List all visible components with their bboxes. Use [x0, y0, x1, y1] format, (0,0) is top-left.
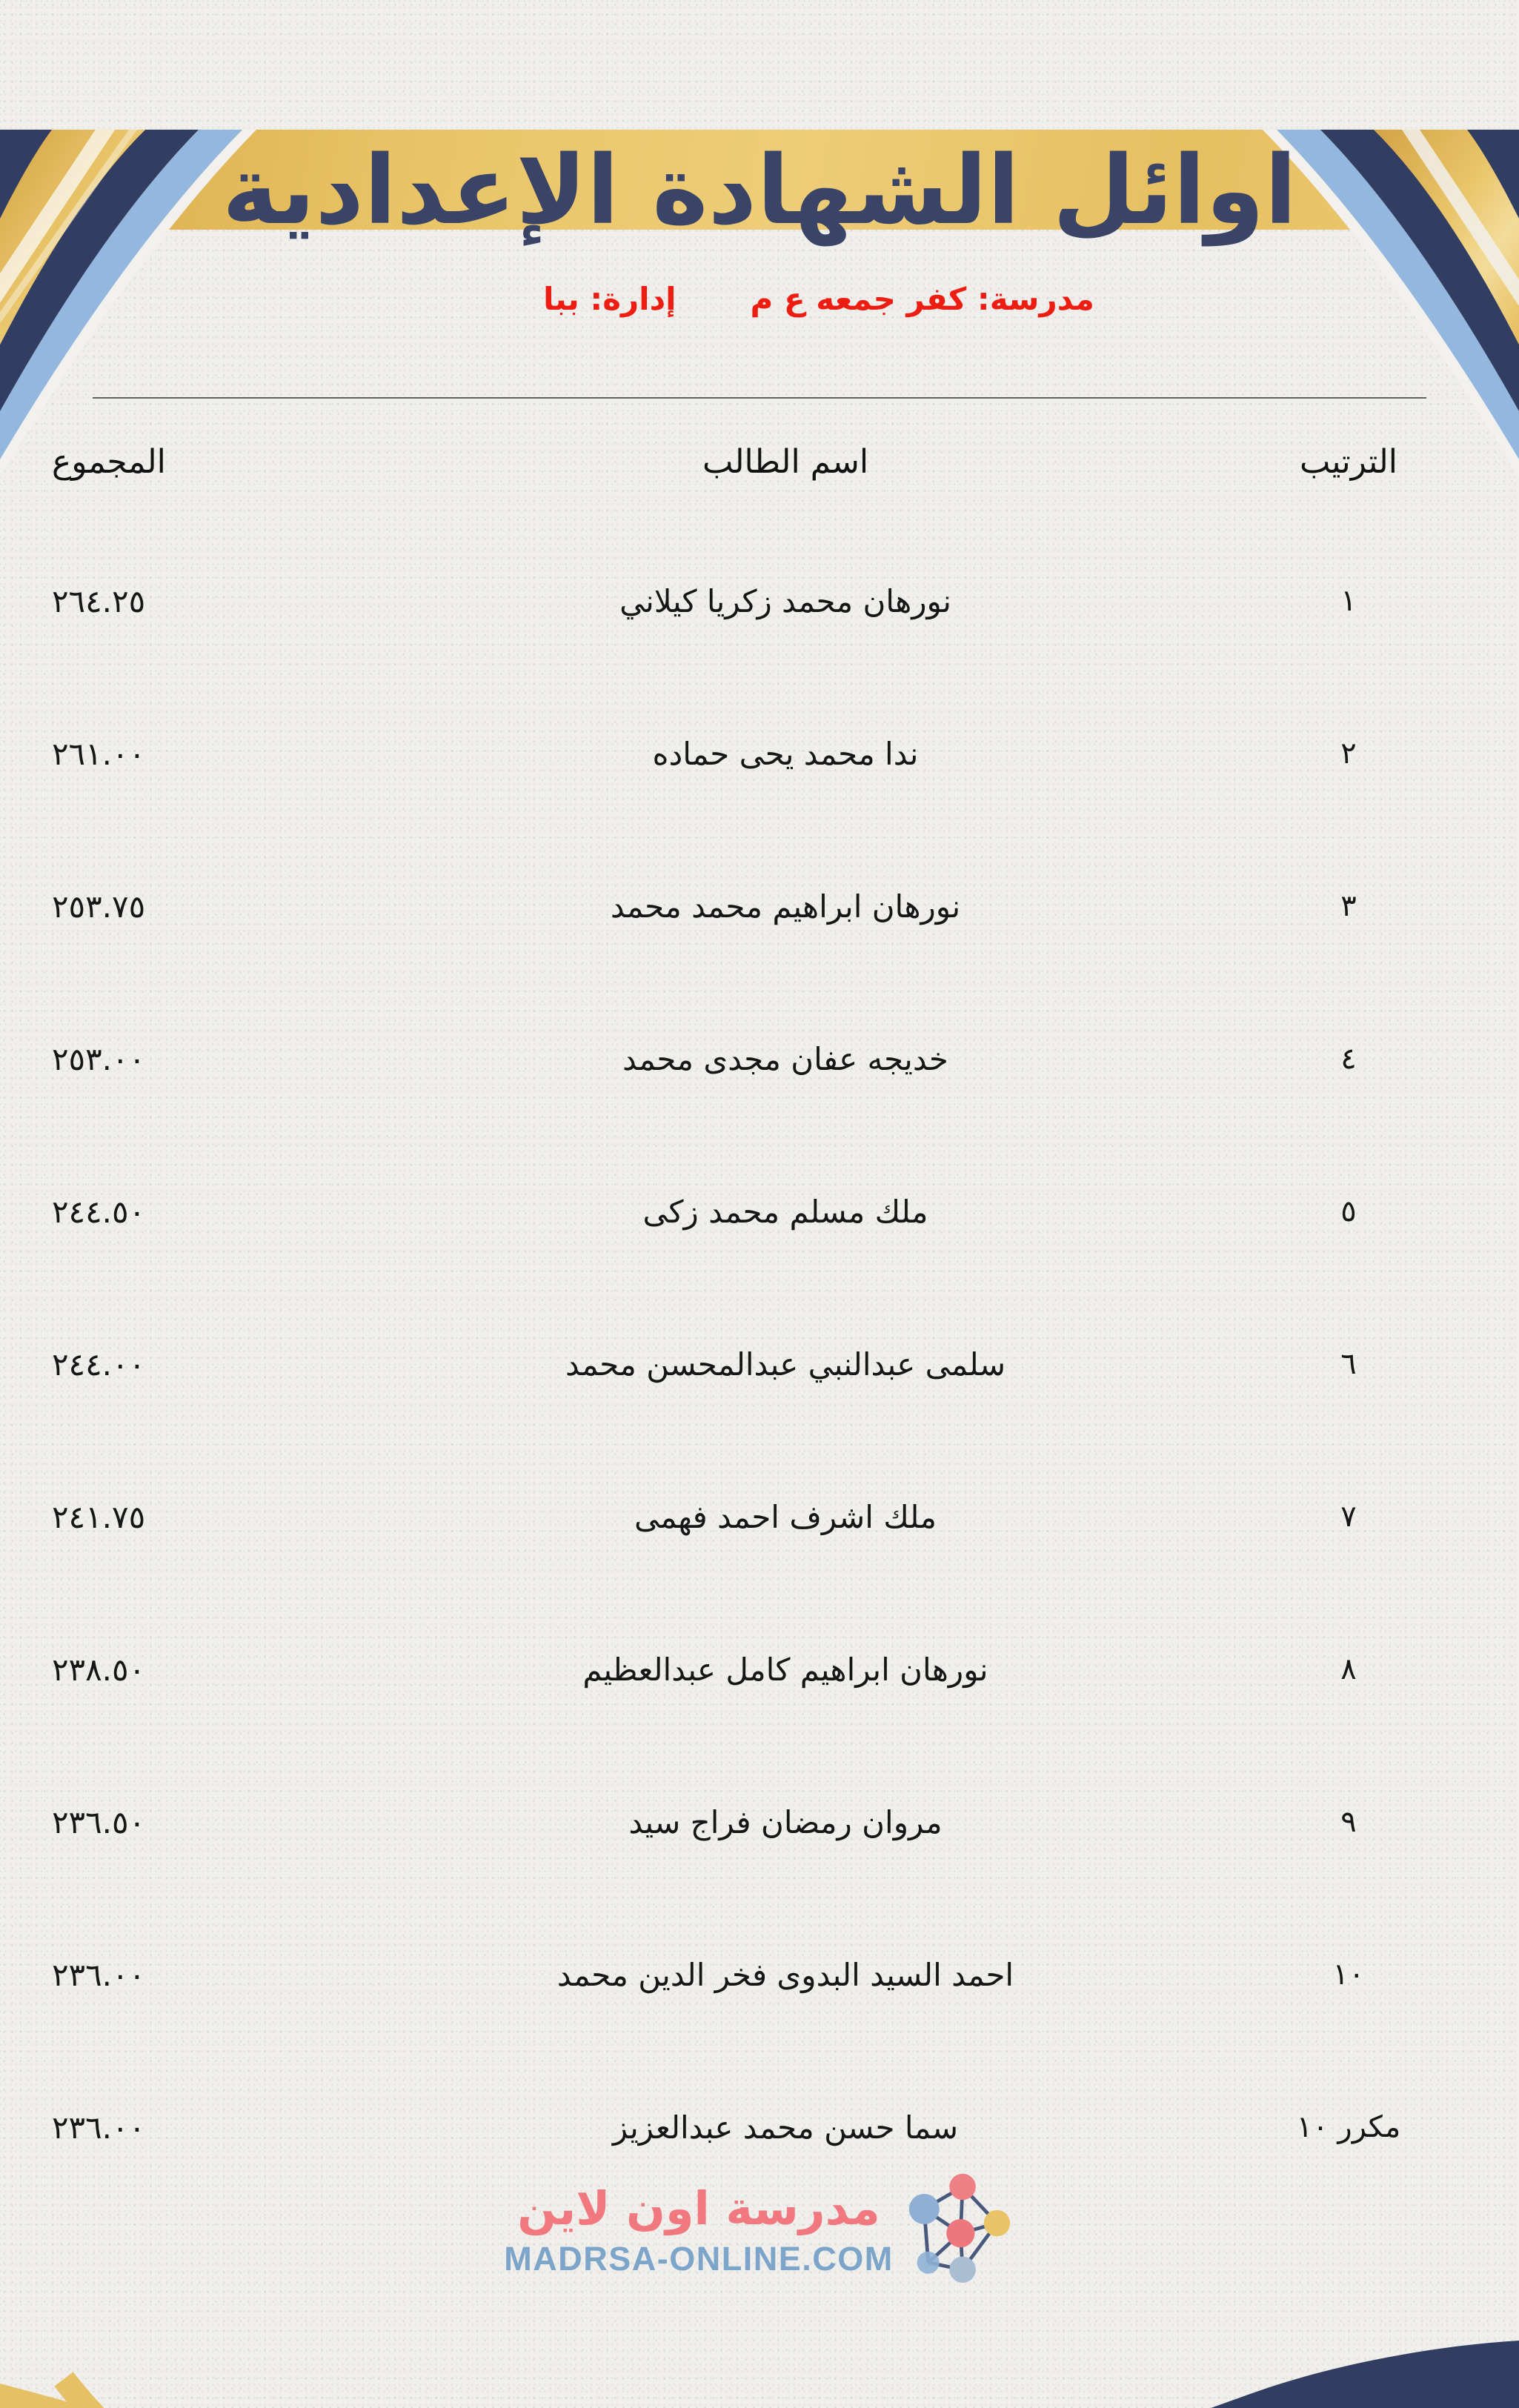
logo-text-block [504, 2180, 893, 2279]
student-name-cell: نورهان ابراهيم محمد محمد [610, 888, 961, 925]
results-poster [0, 130, 1519, 2408]
rank-cell: مكرر ١٠ [1296, 2110, 1401, 2145]
rank-cell: ٩ [1340, 1805, 1357, 1840]
table-row [0, 1746, 1519, 1898]
student-name-cell: نورهان ابراهيم كامل عبدالعظيم [582, 1651, 988, 1688]
rank-cell: ١ [1340, 584, 1357, 619]
rank-cell: ٦ [1340, 1347, 1357, 1382]
logo-domain-name: MADRSA-ONLINE.COM [504, 2240, 894, 2278]
card-content [0, 130, 1519, 2291]
site-logo [0, 2166, 1519, 2291]
student-name-cell: مروان رمضان فراج سيد [628, 1803, 943, 1840]
page-title: اوائل الشهادة الإعدادية [222, 136, 1297, 246]
total-score-cell: ٢٤٤.٥٠ [52, 1193, 146, 1230]
total-score-cell: ٢٦٤.٢٥ [52, 582, 146, 619]
total-score-cell: ٢٥٣.٠٠ [52, 1040, 146, 1077]
student-name-cell: خديجه عفان مجدى محمد [622, 1040, 948, 1077]
total-score-cell: ٢٣٦.٥٠ [52, 1803, 146, 1840]
table-row [0, 982, 1519, 1135]
rank-cell: ٥ [1340, 1194, 1357, 1229]
rank-cell: ٤ [1340, 1042, 1357, 1077]
table-row [0, 1898, 1519, 2051]
table-row [0, 525, 1519, 677]
rank-cell: ٨ [1340, 1652, 1357, 1687]
name-column-header: اسم الطالب [702, 442, 869, 481]
header-divider [93, 397, 1426, 399]
total-column-header: المجموع [52, 442, 166, 481]
rank-cell: ٣ [1340, 889, 1357, 924]
total-score-cell: ٢٤١.٧٥ [52, 1498, 146, 1535]
student-name-cell: سما حسن محمد عبدالعزيز [612, 2109, 959, 2146]
total-score-cell: ٢٥٣.٧٥ [52, 888, 146, 925]
table-row [0, 1135, 1519, 1288]
logo-arabic-name: مدرسة اون لاين [517, 2181, 880, 2235]
table-row [0, 677, 1519, 830]
total-score-cell: ٢٣٦.٠٠ [52, 2109, 146, 2146]
school-info-line [59, 281, 1519, 317]
student-name-cell: نورهان محمد زكريا كيلاني [619, 582, 951, 619]
student-name-cell: سلمى عبدالنبي عبدالمحسن محمد [565, 1346, 1006, 1383]
rank-cell: ١٠ [1332, 1958, 1365, 1992]
results-table [0, 399, 1519, 2204]
rank-cell: ٢ [1340, 736, 1357, 771]
total-score-cell: ٢٣٨.٥٠ [52, 1651, 146, 1688]
student-name-cell: ندا محمد يحى حماده [652, 735, 919, 772]
student-name-cell: ملك مسلم محمد زكى [642, 1193, 928, 1230]
administration-label: إدارة: ببا [543, 281, 677, 318]
school-name-label: مدرسة: كفر جمعه ع م [750, 281, 1094, 318]
table-row [0, 1288, 1519, 1440]
total-score-cell: ٢٤٤.٠٠ [52, 1346, 146, 1383]
table-row [0, 830, 1519, 982]
total-score-cell: ٢٣٦.٠٠ [52, 1956, 146, 1993]
network-graph-icon [904, 2166, 1015, 2291]
rank-cell: ٧ [1340, 1500, 1357, 1534]
student-name-cell: ملك اشرف احمد فهمى [634, 1498, 937, 1535]
table-row [0, 1593, 1519, 1746]
student-name-cell: احمد السيد البدوى فخر الدين محمد [556, 1956, 1014, 1993]
table-row [0, 1440, 1519, 1593]
table-header-row [0, 399, 1519, 525]
rank-column-header: الترتيب [1300, 442, 1397, 481]
total-score-cell: ٢٦١.٠٠ [52, 735, 146, 772]
